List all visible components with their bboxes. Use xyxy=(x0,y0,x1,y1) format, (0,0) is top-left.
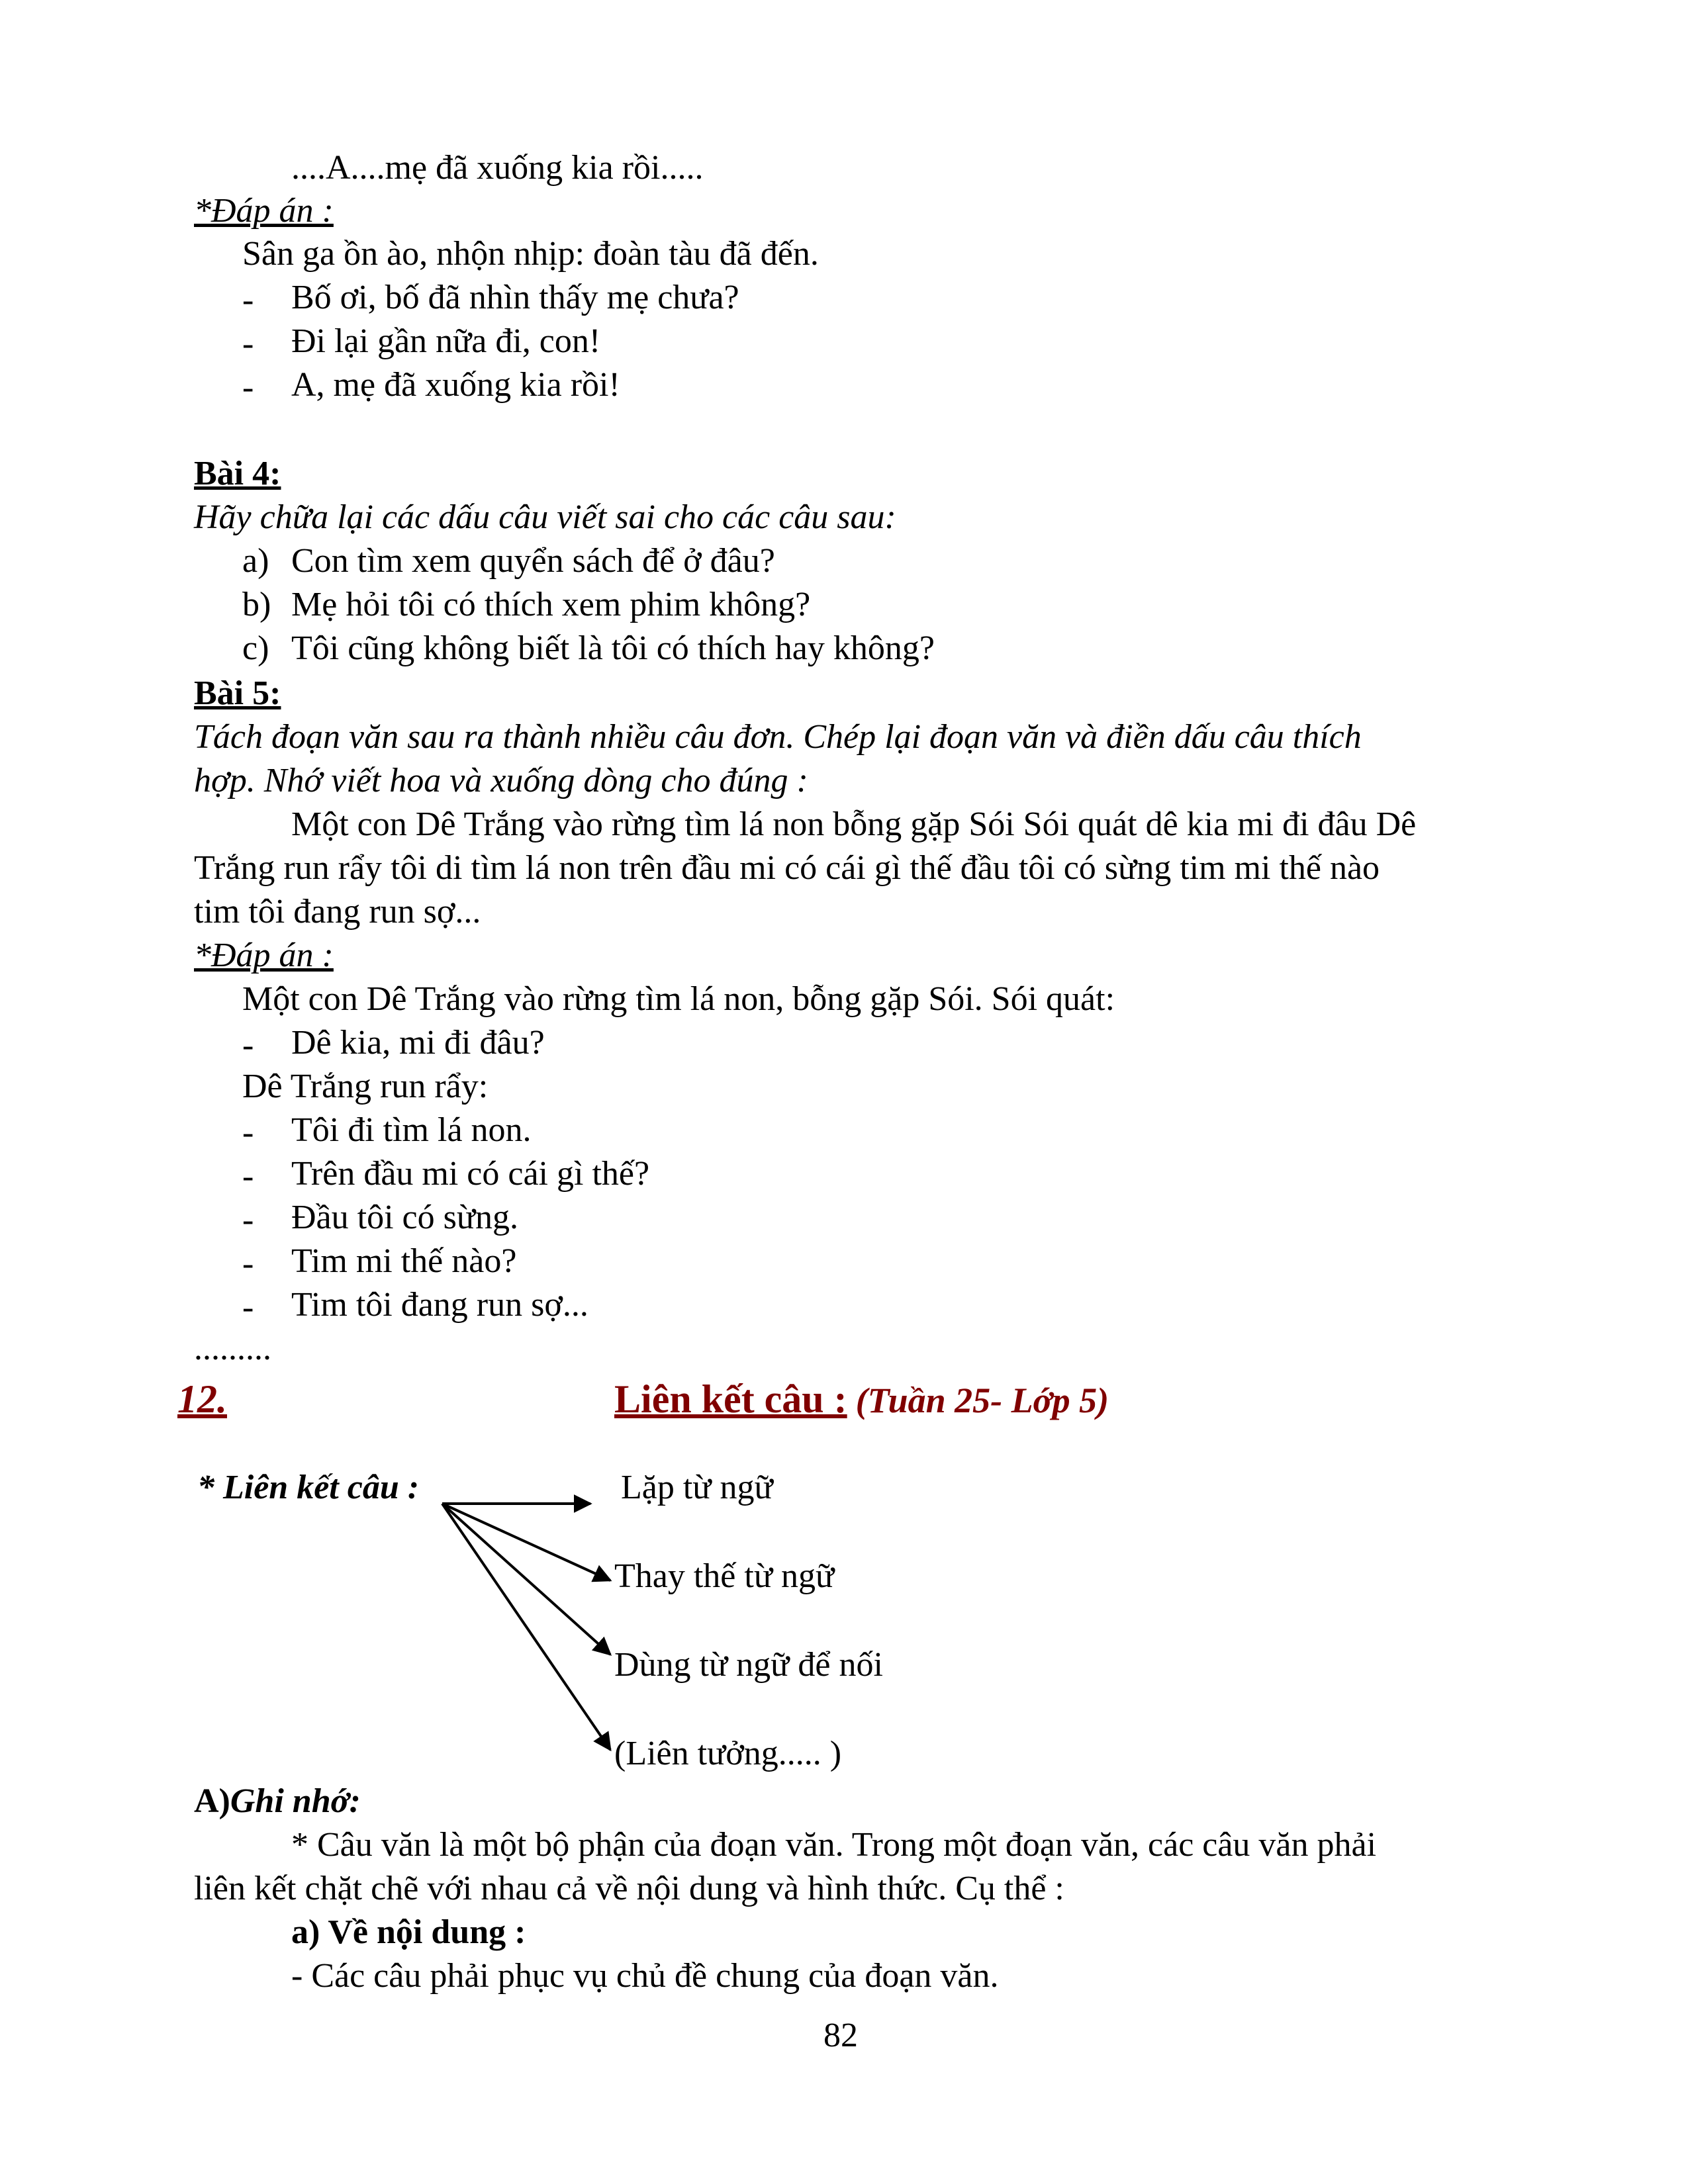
dash-bullet: - xyxy=(242,1245,254,1283)
dialogue-line: A, mẹ đã xuống kia rồi! xyxy=(291,366,620,404)
diagram-target: (Liên tưởng..... ) xyxy=(614,1735,842,1772)
dialogue-line: Bố ơi, bố đã nhìn thấy mẹ chưa? xyxy=(291,279,739,316)
dialogue-line: Tôi đi tìm lá non. xyxy=(291,1111,532,1149)
dash-bullet: - xyxy=(242,281,254,319)
answer-label: *Đáp án : xyxy=(194,936,334,974)
item-text: Con tìm xem quyển sách để ở đâu? xyxy=(291,542,775,580)
section-subtitle: (Tuần 25- Lớp 5) xyxy=(855,1381,1109,1420)
exercise-title: Bài 5: xyxy=(194,674,281,712)
continuation-line: ....A....mẹ đã xuống kia rồi..... xyxy=(291,149,704,187)
exercise-title: Bài 4: xyxy=(194,455,281,492)
dash-bullet: - xyxy=(242,1158,254,1195)
dash-bullet: - xyxy=(242,1026,254,1064)
diagram-target: Dùng từ ngữ để nối xyxy=(614,1646,883,1684)
diagram-target: Thay thế từ ngữ xyxy=(614,1557,835,1595)
item-marker: c) xyxy=(242,629,269,667)
answer-intro: Một con Dê Trắng vào rừng tìm lá non, bỗng gặp Sói. Sói quát: xyxy=(242,980,1115,1018)
dialogue-line: Dê kia, mi đi đâu? xyxy=(291,1024,545,1062)
dialogue-line: Tim mi thế nào? xyxy=(291,1242,517,1280)
section-title: Liên kết câu : xyxy=(614,1377,847,1421)
ellipsis: ......... xyxy=(194,1330,271,1367)
dialogue-line: Tim tôi đang run sợ... xyxy=(291,1286,588,1324)
arrow-to-dung-tu-noi xyxy=(442,1504,610,1655)
dialogue-line: Đầu tôi có sừng. xyxy=(291,1199,519,1236)
dash-bullet: - xyxy=(242,1201,254,1239)
exercise-instruction: Tách đoạn văn sau ra thành nhiều câu đơn. Chép lại đoạn văn và điền dấu câu thích xyxy=(194,718,1362,756)
passage-line: Một con Dê Trắng vào rừng tìm lá non bỗng gặp Sói Sói quát dê kia mi đi đâu Dê xyxy=(291,805,1417,843)
page-number: 82 xyxy=(823,2017,858,2054)
diagram-target: Lặp từ ngữ xyxy=(621,1469,773,1506)
ghinho-heading xyxy=(194,1784,361,1819)
answer-label: *Đáp án : xyxy=(194,192,334,230)
passage-line: tim tôi đang run sợ... xyxy=(194,893,481,931)
answer-intro: Sân ga ồn ào, nhộn nhịp: đoàn tàu đã đến. xyxy=(242,235,819,273)
ghinho-subheading: a) Về nội dung : xyxy=(291,1913,526,1951)
passage-line: Trắng run rẩy tôi di tìm lá non trên đầu mi có cái gì thế đầu tôi có sừng tim mi thế nào xyxy=(194,849,1380,887)
exercise-instruction: hợp. Nhớ viết hoa và xuống dòng cho đúng : xyxy=(194,762,808,799)
dialogue-line: Trên đầu mi có cái gì thế? xyxy=(291,1155,650,1193)
section-number: 12. xyxy=(177,1377,227,1421)
ghinho-marker: A) xyxy=(194,1782,230,1820)
dash-bullet: - xyxy=(242,325,254,363)
dash-bullet: - xyxy=(242,1114,254,1152)
dialogue-line: Đi lại gần nữa đi, con! xyxy=(291,322,601,360)
diagram-source-label: * Liên kết câu : xyxy=(197,1469,420,1506)
item-text: Tôi cũng không biết là tôi có thích hay không? xyxy=(291,629,935,667)
narration-line: Dê Trắng run rẩy: xyxy=(242,1068,489,1105)
exercise-instruction: Hãy chữa lại các dấu câu viết sai cho các câu sau: xyxy=(194,498,896,536)
item-text: Mẹ hỏi tôi có thích xem phim không? xyxy=(291,586,811,623)
item-marker: b) xyxy=(242,586,271,623)
arrow-to-lien-tuong xyxy=(442,1504,610,1750)
ghinho-point: - Các câu phải phục vụ chủ đề chung của đoạn văn. xyxy=(291,1957,999,1995)
item-marker: a) xyxy=(242,542,269,580)
dash-bullet: - xyxy=(242,369,254,406)
ghinho-paragraph: liên kết chặt chẽ với nhau cả về nội dung và hình thức. Cụ thể : xyxy=(194,1870,1064,1907)
ghinho-paragraph: * Câu văn là một bộ phận của đoạn văn. Trong một đoạn văn, các câu văn phải xyxy=(291,1826,1377,1864)
dash-bullet: - xyxy=(242,1289,254,1326)
ghinho-title: Ghi nhớ: xyxy=(230,1782,361,1820)
